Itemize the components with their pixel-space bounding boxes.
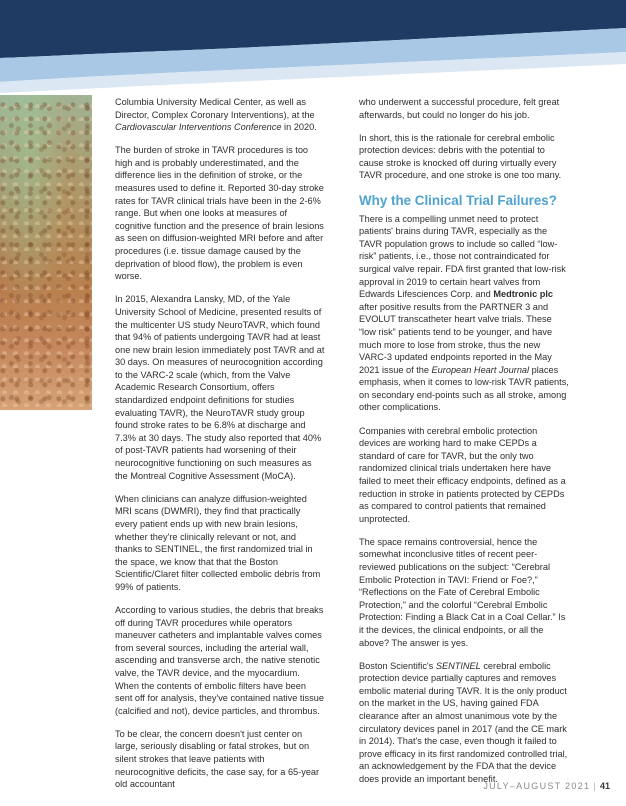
paragraph: There is a compelling unmet need to protect patients' brains during TAVR, especially as the TAVR population grows to include so called “low-risk” patients, i.e., those not contraindicated for surgical valve repair. FDA first granted that low-risk approval in 2019 to certain heart valves from Edwards Lifesciences Corp. and Medtronic plc after positive results from the PARTNER 3 and EVOLUT transcatheter heart valve trials. These “low risk” patients tend to be younger, and have much more to lose from stroke, thus the new VARC-3 updated endpoints reported in the May 2021 issue of the European Heart Journal places emphasis, when it comes to low-risk TAVR patients, on secondary end-points such as all stroke, among other complications. (359, 213, 569, 413)
page-number: 41 (599, 781, 610, 791)
paragraph: In short, this is the rationale for cerebral embolic protection devices: debris with the potential to cause stroke is knocked off during virtually every TAVR procedure, and one stroke is one too many. (359, 132, 562, 181)
footer-separator: | (593, 781, 597, 791)
paragraph: The burden of stroke in TAVR procedures is too high and is probably underestimated, and the difference lies in the definition of stroke, or the measures used to define it. Reported 30-day stroke rates for TAVR clinical trials have been in the 2-6% range. But when one looks at measures of cognitive function and the presence of brain lesions as seen on diffusion-weighted MRI before and after procedures (i.e. tissue damage caused by the deprivation of blood flow), the problem is even worse. (115, 145, 324, 282)
side-photo (0, 95, 92, 410)
left-column (115, 96, 325, 801)
paragraph: When clinicians can analyze diffusion-weighted MRI scans (DWMRI), they find that practically every patient ends up with new brain lesions, whether they're clinically relevant or not, and thanks to SENTINEL, the first randomized trial in the space, we know that that the Boston Scientific/Claret filter collected embolic debris from 99% of patients. (115, 493, 321, 592)
page-footer (483, 781, 610, 791)
paragraph: In 2015, Alexandra Lansky, MD, of the Yale University School of Medicine, presented results of the multicenter US study NeuroTAVR, which found that 94% of patients undergoing TAVR had at least one new brain lesion immediately post TAVR and at 30 days. On measures of neurocognition according to the VARC-2 scale (which, from the Valve Academic Research Consortium, offers standardized endpoint definitions for studies evaluating TAVR), the NeuroTAVR study group found stroke rates to be 6.8% at discharge and 7.3% at 30 days. The study also reported that 40% of post-TAVR patients had worsening of their neurocognitive functioning on such measures as the Montreal Cognitive Assessment (MoCA). (115, 294, 325, 481)
section-heading: Why the Clinical Trial Failures? (359, 192, 557, 208)
header-wave-band (0, 0, 626, 95)
issue-date: JULY–AUGUST 2021 (483, 781, 591, 791)
paragraph: To be clear, the concern doesn't just center on large, seriously disabling or fatal strokes, but on silent strokes that leave patients with neurocognitive deficits, the case say, for a 65-year old accountant (115, 728, 320, 790)
paragraph: Boston Scientific's SENTINEL cerebral embolic protection device partially captures and removes embolic material during TAVR. It is the only product on the market in the US, having gained FDA clearance after an almost unanimous vote by the circulatory devices panel in 2017 (and the CE mark in 2014). That's the case, even though it failed to prove efficacy in its first randomized controlled trial, an acknowledgement by the FDA that the device does provide an important benefit. (359, 660, 568, 784)
paragraph: The space remains controversial, hence the somewhat inconclusive titles of recent peer-reviewed publications on the subject: “Cerebral Embolic Protection in TAVI: Friend or Foe?,” “Reflections on the Fate of Cerebral Embolic Protection,” and the colorful “Cerebral Embolic Protection: Finding a Black Cat in a Coal Cellar.” Is it the devices, the clinical endpoints, or all the above? The answer is yes. (359, 536, 566, 648)
paragraph: According to various studies, the debris that breaks off during TAVR procedures while operators maneuver catheters and implantable valves comes from several sources, including the arterial wall, ascending and transverse arch, the native stenotic valve, the TAVR device, and the myocardium. When the contents of embolic filters have been sent off for analysis, they've contained native tissue (calcified and not), device particles, and thrombus. (115, 604, 324, 716)
paragraph: Companies with cerebral embolic protection devices are working hard to make CEPDs a standard of care for TAVR, but the only two randomized clinical trials undertaken here have failed to meet their efficacy endpoints, defined as a reduction in stroke in patients protected by CEPDs as compared to control patients that remained unprotected. (359, 425, 566, 524)
paragraph: Columbia University Medical Center, as well as Director, Complex Coronary Interventions), at the Cardiovascular Interventions Conference in 2020. (115, 97, 317, 133)
paragraph: who underwent a successful procedure, felt great afterwards, but could no longer do his job. (359, 97, 560, 120)
right-column (359, 96, 569, 796)
